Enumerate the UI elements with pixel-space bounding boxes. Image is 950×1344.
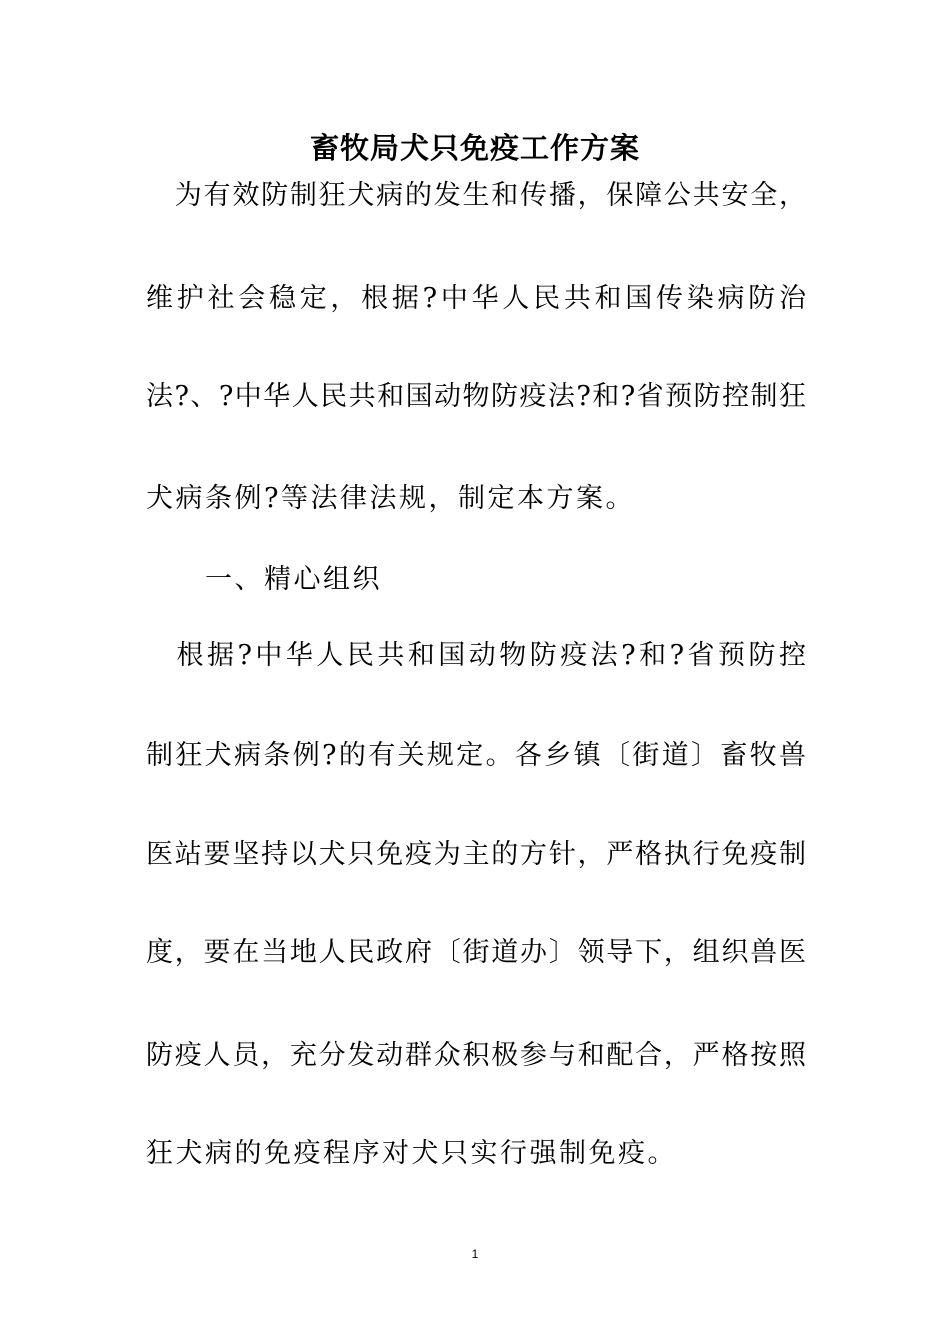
paragraph-line: 维护社会稳定，根据?中华人民共和国传染病防治	[146, 283, 806, 314]
paragraph-line: 防疫人员，充分发动群众积极参与和配合，严格按照	[146, 1040, 806, 1071]
paragraph-line: 制狂犬病条例?的有关规定。各乡镇〔街道〕畜牧兽	[146, 740, 806, 771]
document-title: 畜牧局犬只免疫工作方案	[309, 131, 640, 165]
page-number: 1	[471, 1247, 479, 1261]
paragraph-line: 犬病条例?等法律法规，制定本方案。	[146, 483, 635, 514]
section-heading: 一、精心组织	[146, 564, 382, 595]
paragraph-line: 度，要在当地人民政府〔街道办〕领导下，组织兽医	[146, 937, 806, 968]
paragraph-line: 医站要坚持以犬只免疫为主的方针，严格执行免疫制	[146, 839, 806, 870]
paragraph-line: 根据?中华人民共和国动物防疫法?和?省预防控	[146, 640, 806, 671]
paragraph-line: 狂犬病的免疫程序对犬只实行强制免疫。	[146, 1138, 677, 1169]
paragraph-line: 法?、?中华人民共和国动物防疫法?和?省预防控制狂	[146, 381, 806, 412]
paragraph-line: 为有效防制狂犬病的发生和传播，保障公共安全，	[146, 180, 806, 211]
